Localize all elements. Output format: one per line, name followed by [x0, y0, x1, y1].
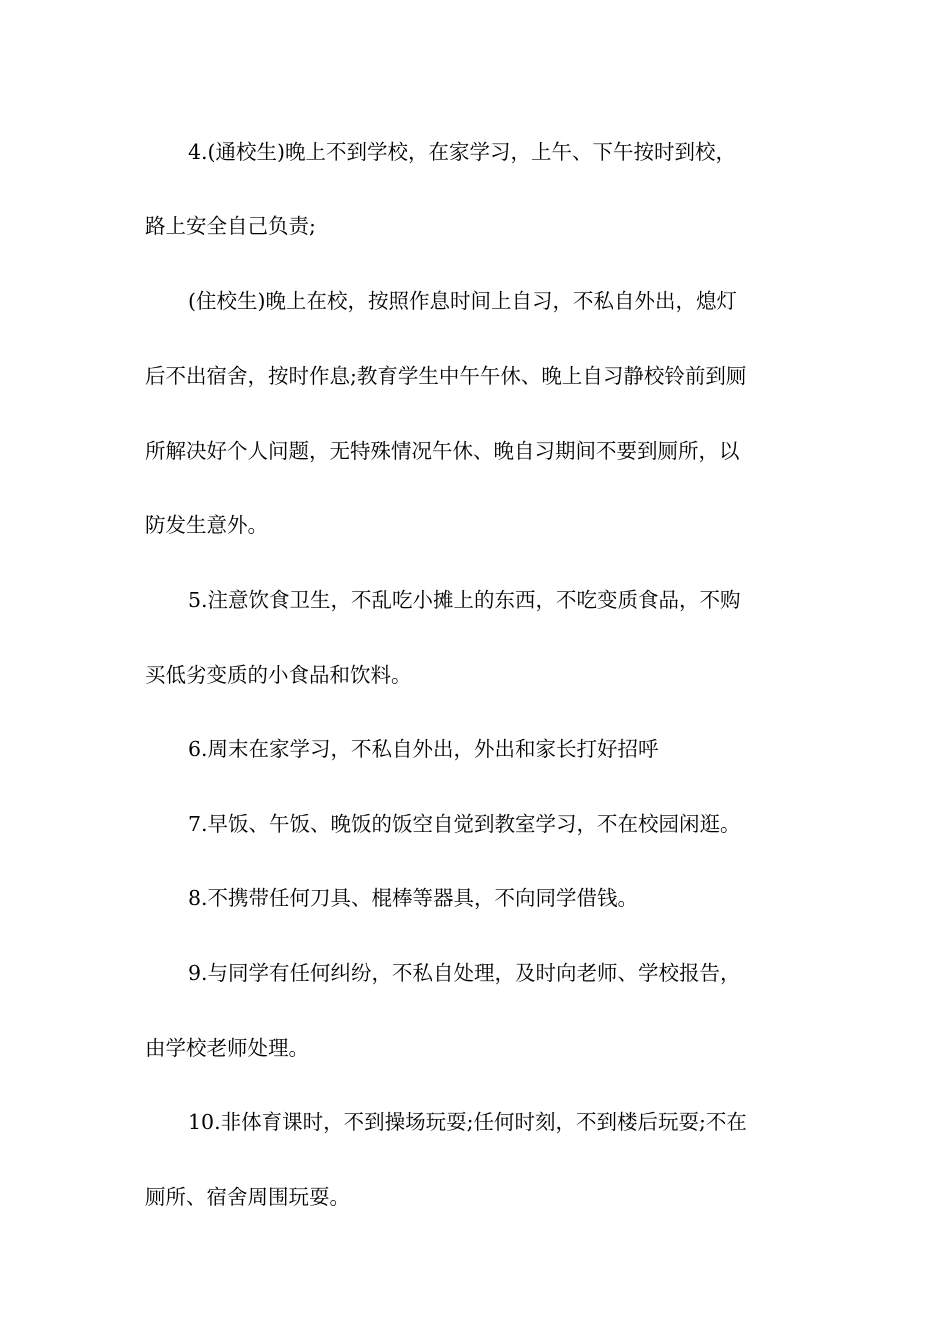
text-line-item4-2: 路上安全自己负责;	[145, 214, 316, 238]
text-line-item9-2: 由学校老师处理。	[145, 1036, 309, 1060]
text-line-item7: 7.早饭、午饭、晚饭的饭空自觉到教室学习，不在校园闲逛。	[188, 812, 741, 836]
text-line-boarding-4: 防发生意外。	[145, 513, 268, 537]
text-line-boarding-3: 所解决好个人问题，无特殊情况午休、晚自习期间不要到厕所，以	[145, 439, 740, 463]
text-line-item4-1: 4.(通校生)晚上不到学校，在家学习，上午、下午按时到校，	[188, 140, 737, 164]
text-line-item5-2: 买低劣变质的小食品和饮料。	[145, 663, 412, 687]
text-line-item10-2: 厕所、宿舍周围玩耍。	[145, 1185, 350, 1209]
text-line-item5-1: 5.注意饮食卫生，不乱吃小摊上的东西，不吃变质食品，不购	[188, 588, 741, 612]
text-line-item8: 8.不携带任何刀具、棍棒等器具，不向同学借钱。	[188, 886, 639, 910]
text-line-item10-1: 10.非体育课时，不到操场玩耍;任何时刻，不到楼后玩耍;不在	[188, 1110, 747, 1134]
text-line-boarding-2: 后不出宿舍，按时作息;教育学生中午午休、晚上自习静校铃前到厕	[145, 364, 747, 388]
text-line-item9-1: 9.与同学有任何纠纷，不私自处理，及时向老师、学校报告，	[188, 961, 741, 985]
text-line-item6: 6.周末在家学习，不私自外出，外出和家长打好招呼	[188, 737, 659, 761]
text-line-boarding-1: (住校生)晚上在校，按照作息时间上自习，不私自外出，熄灯	[188, 289, 737, 313]
